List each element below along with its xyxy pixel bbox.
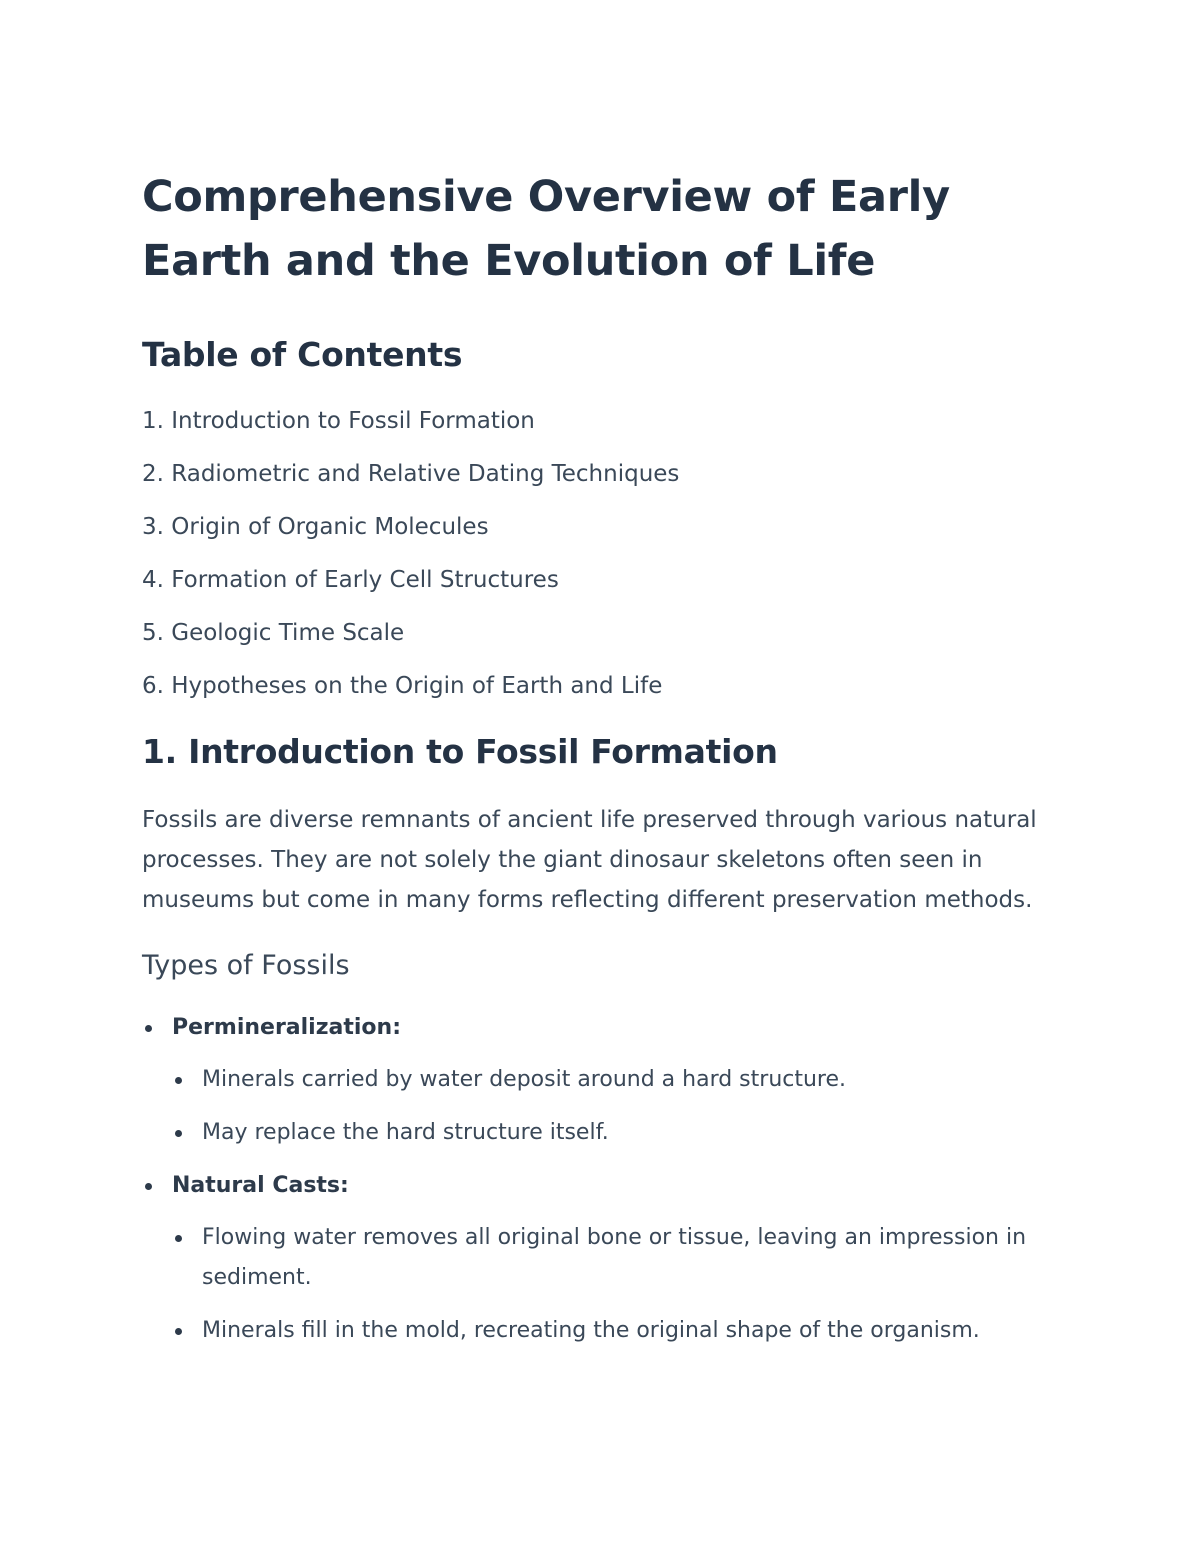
fossil-type-term: Permineralization: <box>172 1015 402 1040</box>
sub-list-item: Minerals fill in the mold, recreating the original shape of the organism. <box>172 1311 1072 1351</box>
toc-item[interactable] <box>142 617 1072 649</box>
fossil-type-term: Natural Casts: <box>172 1173 349 1198</box>
fossil-types-list <box>142 1008 1072 1351</box>
toc-item-label: Hypotheses on the Origin of Earth and Life <box>171 673 663 699</box>
sub-list-item: May replace the hard structure itself. <box>172 1113 1072 1153</box>
toc-item-number: 5. <box>142 620 164 646</box>
sub-list <box>172 1060 1072 1153</box>
document-title: Comprehensive Overview of Early Earth and the Evolution of Life <box>142 172 950 286</box>
toc-item-label: Radiometric and Relative Dating Techniques <box>171 461 680 487</box>
toc-item-number: 6. <box>142 673 164 699</box>
toc-item-label: Geologic Time Scale <box>171 620 405 646</box>
toc-item[interactable] <box>142 458 1072 490</box>
sub-list-item: Minerals carried by water deposit around a hard structure. <box>172 1060 1072 1100</box>
list-item <box>142 1008 1072 1153</box>
toc-item-number: 4. <box>142 567 164 593</box>
toc-item-label: Formation of Early Cell Structures <box>171 567 559 593</box>
section-paragraph: Fossils are diverse remnants of ancient life preserved through various natural processes. They are not solely the giant dinosaur skeletons often seen in museums but come in many forms reflecting different preservation methods. <box>142 807 1037 913</box>
toc-item[interactable] <box>142 405 1072 437</box>
document-page <box>142 165 1072 1364</box>
toc-item[interactable] <box>142 670 1072 702</box>
section-heading: 1. Introduction to Fossil Formation <box>142 732 778 771</box>
toc-heading: Table of Contents <box>142 335 463 374</box>
toc-item[interactable] <box>142 511 1072 543</box>
table-of-contents <box>142 405 1072 702</box>
sub-list-item: Flowing water removes all original bone or tissue, leaving an impression in sediment. <box>172 1218 1072 1298</box>
toc-item-number: 3. <box>142 514 164 540</box>
toc-item-number: 2. <box>142 461 164 487</box>
toc-item-label: Introduction to Fossil Formation <box>171 408 535 434</box>
toc-item-label: Origin of Organic Molecules <box>171 514 489 540</box>
subsection-heading: Types of Fossils <box>142 950 350 981</box>
toc-item[interactable] <box>142 564 1072 596</box>
toc-item-number: 1. <box>142 408 164 434</box>
sub-list <box>172 1218 1072 1351</box>
list-item <box>142 1166 1072 1351</box>
